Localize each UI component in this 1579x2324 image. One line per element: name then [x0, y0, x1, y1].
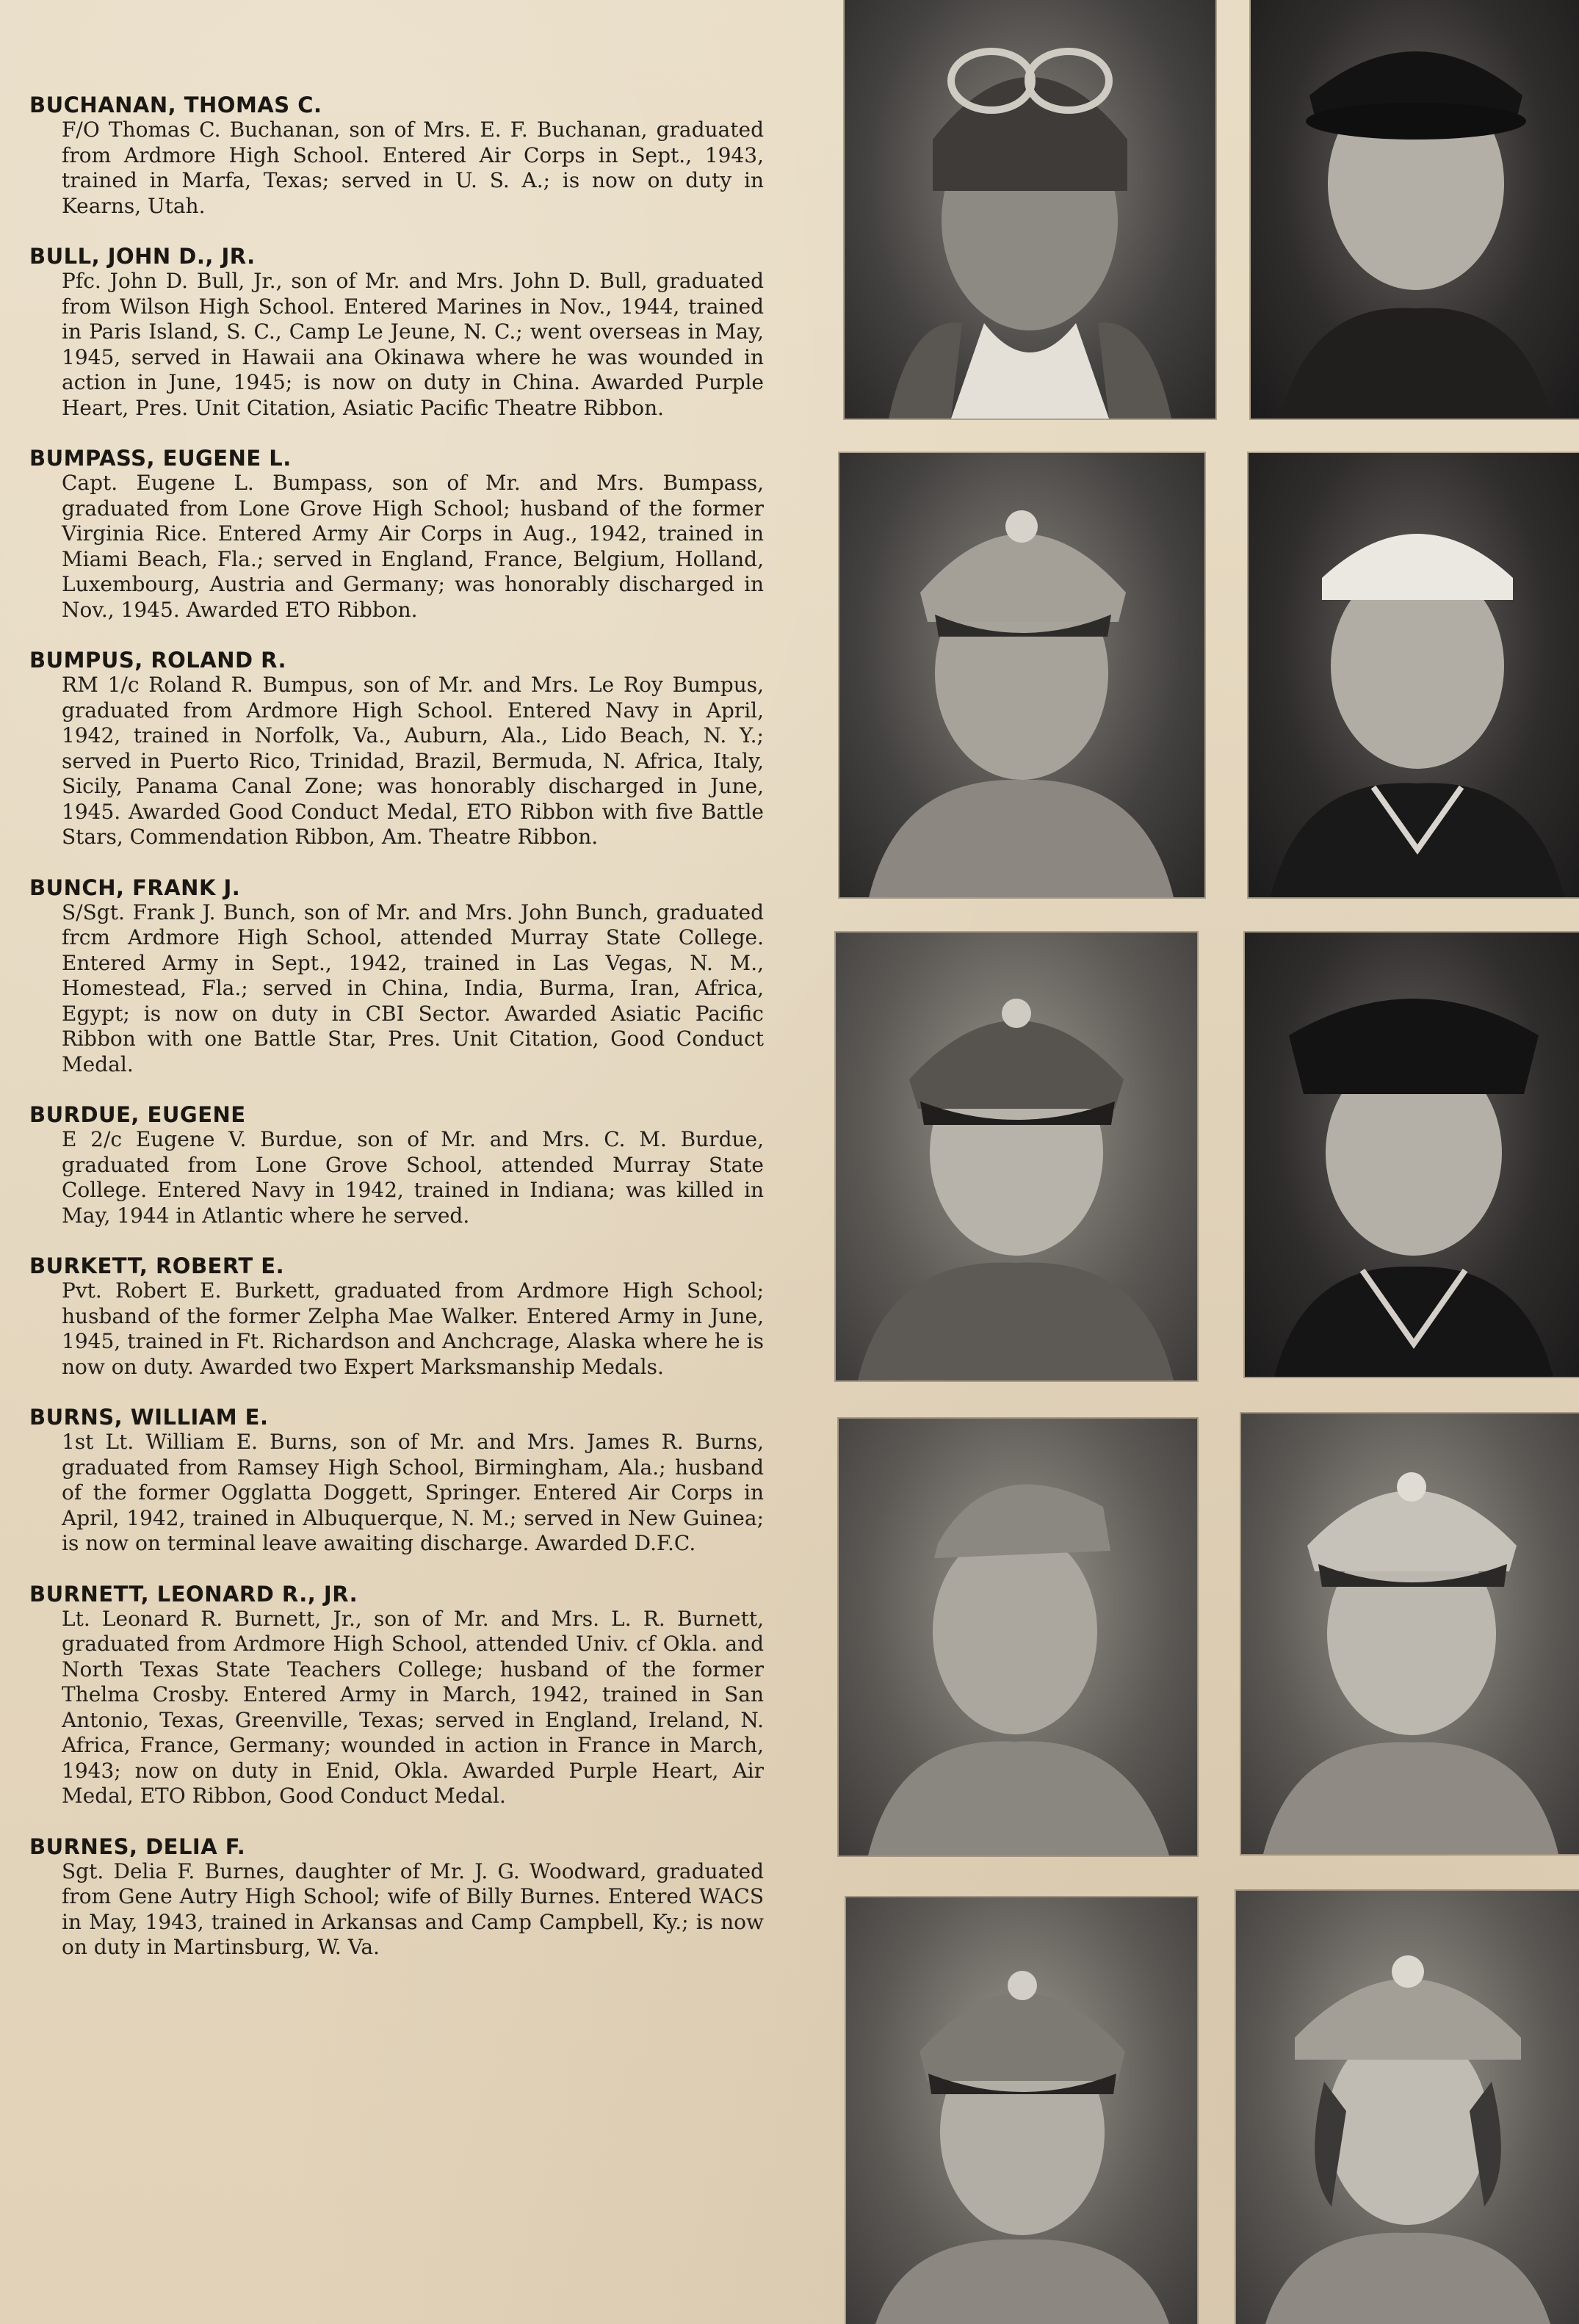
entry-burkett	[29, 1253, 764, 1380]
entry-bio: Sgt. Delia F. Burnes, daughter of Mr. J. G. Woodward, graduated from Gene Autry High School; wife of Billy Burnes. Entered WACS in May, 1943, trained in Arkansas and Camp Campbell, Ky.; is now on duty in Martinsburg, W. Va.	[62, 1858, 764, 1959]
entry-bio: S/Sgt. Frank J. Bunch, son of Mr. and Mrs. John Bunch, graduated frcm Ardmore High School, attended Murray State College. Entered Army in Sept., 1942, trained in Las Vegas, N. M., Homestead, Fla.; served in China, India, Burma, Iran, Africa, Egypt; is now on duty in CBI Sector. Awarded Asiatic Pacific Ribbon with one Battle Star, Pres. Unit Citation, Good Conduct Medal.	[62, 899, 764, 1076]
entry-burnes	[29, 1834, 764, 1961]
entry-name: BURNETT, LEONARD R., JR.	[29, 1581, 358, 1607]
entry-bio: Capt. Eugene L. Bumpass, son of Mr. and Mrs. Bumpass, graduated from Lone Grove High School; husband of the former Virginia Rice. Entered Army Air Corps in Aug., 1942, trained in Miami Beach, Fla.; served in England, France, Belgium, Holland, Luxembourg, Austria and Germany; was honorably discharged in Nov., 1945. Awarded ETO Ribbon.	[62, 471, 764, 622]
entry-burnett	[29, 1582, 764, 1809]
portrait-photo	[1241, 1413, 1579, 1854]
portrait-photo	[1245, 933, 1579, 1377]
portrait-photo	[845, 0, 1215, 419]
portrait-photo	[836, 933, 1197, 1380]
portrait-figure	[836, 933, 1197, 1380]
portrait-photo	[839, 453, 1204, 897]
biography-column	[29, 93, 764, 1985]
entry-bumpass	[29, 446, 764, 623]
portrait-photo	[1249, 453, 1579, 897]
entry-bio: E 2/c Eugene V. Burdue, son of Mr. and Mrs. C. M. Burdue, graduated from Lone Grove School, attended Murray State College. Entered Navy in 1942, trained in Indiana; was killed in May, 1944 in Atlantic where he served.	[62, 1127, 764, 1228]
portrait-figure	[1251, 0, 1579, 419]
portrait-figure	[845, 0, 1215, 419]
entry-name: BURDUE, EUGENE	[29, 1102, 246, 1127]
entry-name: BURNES, DELIA F.	[29, 1834, 246, 1859]
portrait-figure	[839, 453, 1204, 897]
entry-bio: Pfc. John D. Bull, Jr., son of Mr. and Mrs. John D. Bull, graduated from Wilson High School. Entered Marines in Nov., 1944, trained in Paris Island, S. C., Camp Le Jeune, N. C.; went overseas in May, 1945, served in Hawaii ana Okinawa where he was wounded in action in June, 1945; is now on duty in China. Awarded Purple Heart, Pres. Unit Citation, Asiatic Pacific Theatre Ribbon.	[62, 269, 764, 420]
entry-burns	[29, 1405, 764, 1557]
entry-bumpus	[29, 648, 764, 850]
entry-bio: Lt. Leonard R. Burnett, Jr., son of Mr. and Mrs. L. R. Burnett, graduated from Ardmore High School, attended Univ. cf Okla. and North Texas State Teachers College; husband of the former Thelma Crosby. Entered Army in March, 1942, trained in San Antonio, Texas, Greenville, Texas; served in England, Ireland, N. Africa, France, Germany; wounded in action in France in March, 1943; now on duty in Enid, Okla. Awarded Purple Heart, Air Medal, ETO Ribbon, Good Conduct Medal.	[62, 1606, 764, 1808]
portrait-photo	[839, 1419, 1197, 1856]
portrait-photo	[846, 1897, 1197, 2324]
entry-bull	[29, 244, 764, 421]
entry-name: BUMPASS, EUGENE L.	[29, 446, 292, 471]
portrait-photo	[1251, 0, 1579, 419]
entry-name: BUMPUS, ROLAND R.	[29, 648, 287, 673]
entry-buchanan	[29, 93, 764, 219]
portrait-figure	[1249, 453, 1579, 897]
entry-name: BUNCH, FRANK J.	[29, 875, 241, 900]
portrait-figure	[846, 1897, 1197, 2324]
portrait-figure	[1241, 1413, 1579, 1854]
portrait-column	[830, 0, 1579, 2324]
entry-burdue	[29, 1102, 764, 1228]
portrait-figure	[839, 1419, 1197, 1856]
entry-name: BULL, JOHN D., JR.	[29, 244, 256, 269]
entry-name: BUCHANAN, THOMAS C.	[29, 93, 322, 117]
portrait-photo	[1236, 1891, 1579, 2324]
portrait-figure	[1236, 1891, 1579, 2324]
entry-bio: F/O Thomas C. Buchanan, son of Mrs. E. F. Buchanan, graduated from Ardmore High School. Entered Air Corps in Sept., 1943, trained in Marfa, Texas; served in U. S. A.; is now on duty in Kearns, Utah.	[62, 117, 764, 218]
entry-bio: 1st Lt. William E. Burns, son of Mr. and Mrs. James R. Burns, graduated from Ramsey High School, Birmingham, Ala.; husband of the former Ogglatta Doggett, Springer. Entered Air Corps in April, 1942, trained in Albuquerque, N. M.; served in New Guinea; is now on terminal leave awaiting discharge. Awarded D.F.C.	[62, 1430, 764, 1555]
entry-name: BURNS, WILLIAM E.	[29, 1405, 269, 1430]
entry-bunch	[29, 875, 764, 1078]
portrait-figure	[1245, 933, 1579, 1377]
entry-bio: RM 1/c Roland R. Bumpus, son of Mr. and Mrs. Le Roy Bumpus, graduated from Ardmore High School. Entered Navy in April, 1942, trained in Norfolk, Va., Auburn, Ala., Lido Beach, N. Y.; served in Puerto Rico, Trinidad, Brazil, Bermuda, N. Africa, Italy, Sicily, Panama Canal Zone; was honorably discharged in June, 1945. Awarded Good Conduct Medal, ETO Ribbon with five Battle Stars, Commendation Ribbon, Am. Theatre Ribbon.	[62, 673, 764, 849]
entry-name: BURKETT, ROBERT E.	[29, 1253, 285, 1278]
entry-bio: Pvt. Robert E. Burkett, graduated from Ardmore High School; husband of the former Zelpha Mae Walker. Entered Army in June, 1945, trained in Ft. Richardson and Anchcrage, Alaska where he is now on duty. Awarded two Expert Marksmanship Medals.	[62, 1278, 764, 1379]
